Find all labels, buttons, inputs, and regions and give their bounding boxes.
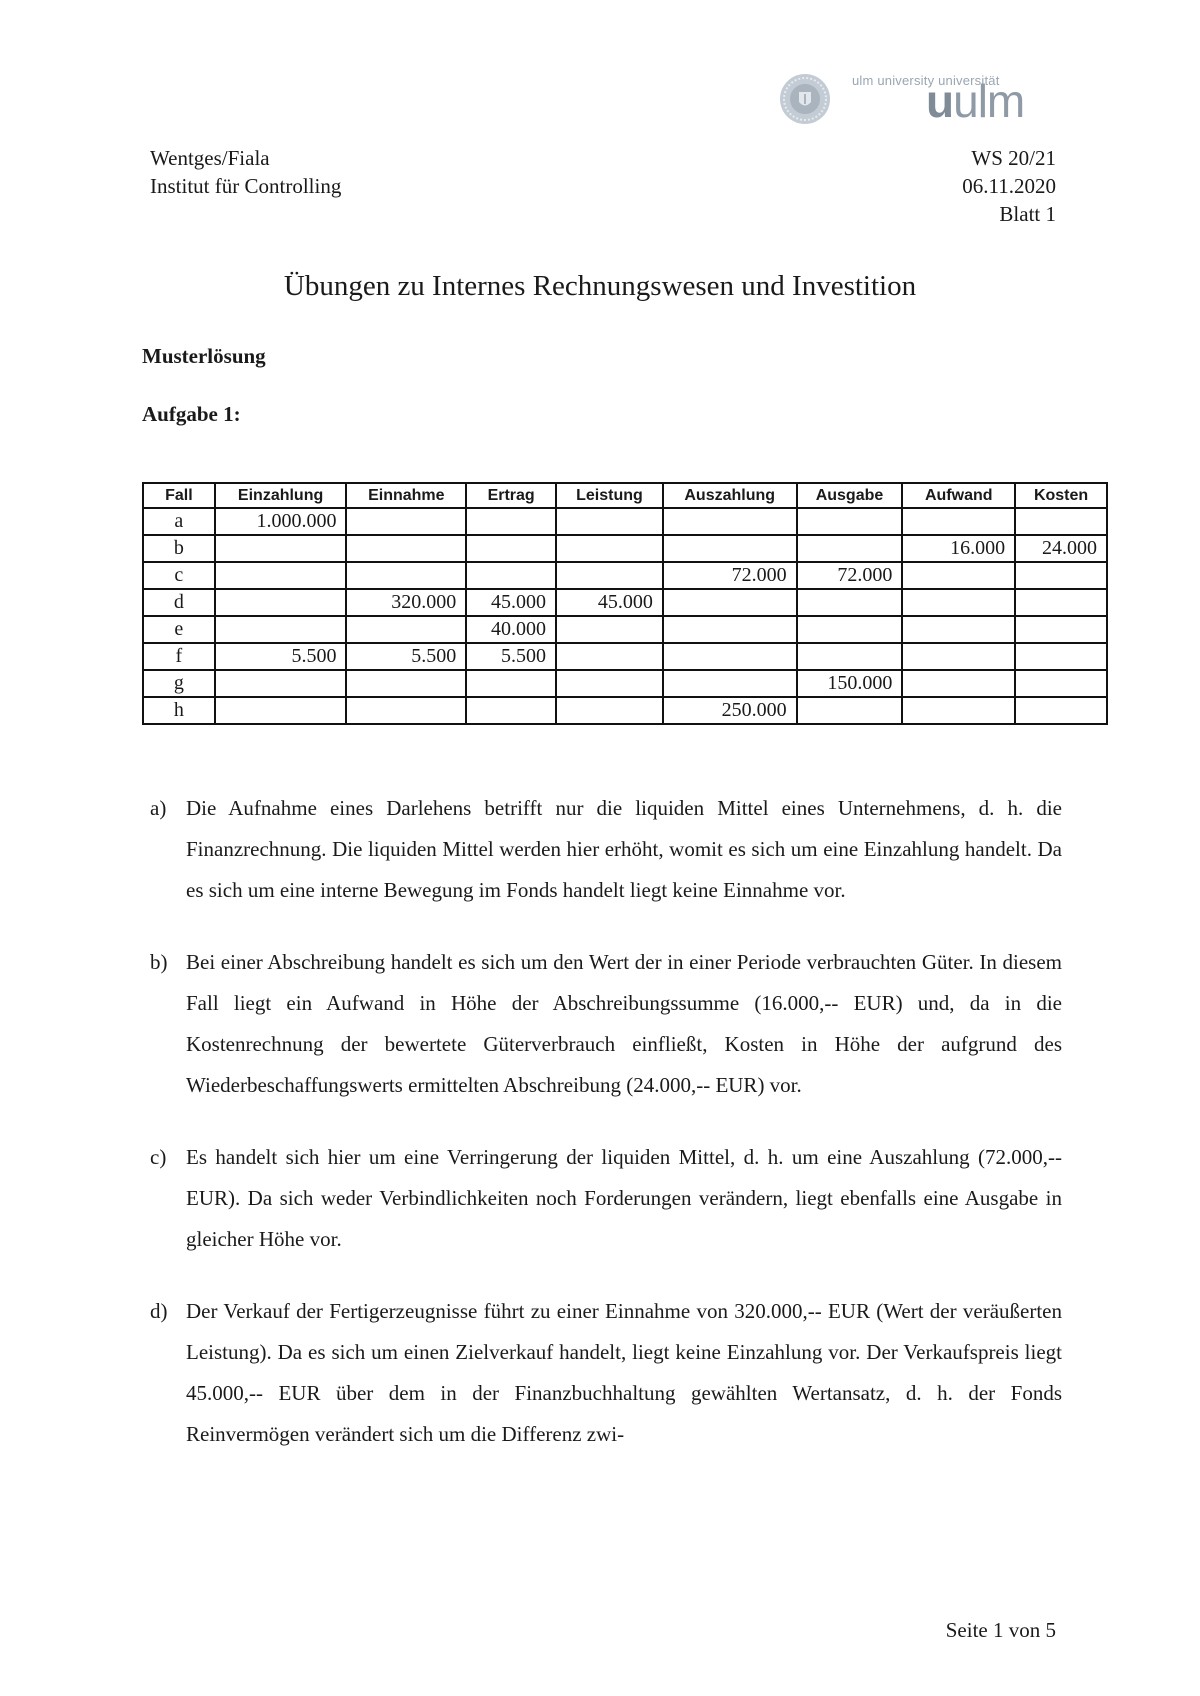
column-header: Ausgabe <box>797 483 903 508</box>
table-cell: g <box>143 670 215 697</box>
table-row <box>143 589 1107 616</box>
table-cell: 45.000 <box>556 589 663 616</box>
table-cell <box>215 670 347 697</box>
answer-item-d <box>142 1291 1062 1455</box>
answer-item-b <box>142 942 1062 1106</box>
table-cell: 150.000 <box>797 670 903 697</box>
table-cell <box>346 616 466 643</box>
table-cell <box>556 697 663 724</box>
university-logo <box>778 72 1058 126</box>
table-cell: 250.000 <box>663 697 797 724</box>
table-cell <box>1015 616 1107 643</box>
classification-table <box>142 482 1108 725</box>
table-cell <box>466 535 556 562</box>
table-row <box>143 535 1107 562</box>
table-cell <box>663 670 797 697</box>
table-cell: 5.500 <box>466 643 556 670</box>
table-cell <box>1015 697 1107 724</box>
sheet-number: Blatt 1 <box>999 202 1056 226</box>
table-row <box>143 697 1107 724</box>
section-musterloesung: Musterlösung <box>142 344 266 368</box>
date: 06.11.2020 <box>962 174 1056 198</box>
table-cell <box>556 562 663 589</box>
table-cell <box>346 508 466 535</box>
table-cell <box>556 643 663 670</box>
table-cell <box>797 508 903 535</box>
table-cell <box>797 697 903 724</box>
table-cell: d <box>143 589 215 616</box>
column-header: Aufwand <box>902 483 1015 508</box>
table-row <box>143 643 1107 670</box>
section-aufgabe: Aufgabe 1: <box>142 402 241 426</box>
table-row <box>143 670 1107 697</box>
answer-label: c) <box>150 1145 167 1169</box>
university-seal-icon <box>778 72 832 126</box>
table-row <box>143 616 1107 643</box>
table-cell <box>663 535 797 562</box>
answer-label: d) <box>150 1299 168 1323</box>
answer-item-a <box>142 788 1062 911</box>
table-cell <box>902 697 1015 724</box>
table-cell <box>902 616 1015 643</box>
column-header: Kosten <box>1015 483 1107 508</box>
answer-item-c <box>142 1137 1062 1260</box>
table-cell <box>1015 670 1107 697</box>
column-header: Auszahlung <box>663 483 797 508</box>
column-header: Ertrag <box>466 483 556 508</box>
table-cell <box>663 643 797 670</box>
answer-list <box>142 788 1062 1486</box>
table-cell <box>556 535 663 562</box>
table-cell: 5.500 <box>346 643 466 670</box>
table-cell <box>556 670 663 697</box>
semester: WS 20/21 <box>971 146 1056 170</box>
table-cell: 1.000.000 <box>215 508 347 535</box>
table-cell: a <box>143 508 215 535</box>
table-cell <box>1015 562 1107 589</box>
table-cell <box>346 670 466 697</box>
table-cell <box>902 643 1015 670</box>
answer-text: Es handelt sich hier um eine Verringerung der liquiden Mittel, d. h. um eine Auszahlung (72.000,-- EUR). Da sich weder Verbindlichkeiten noch Forderungen verändern, liegt ebenfalls eine Ausgabe in gleicher Höhe vor. <box>186 1145 1062 1251</box>
table-cell <box>902 508 1015 535</box>
header-left <box>150 144 341 200</box>
table-cell: 5.500 <box>215 643 347 670</box>
table-cell <box>797 589 903 616</box>
table-cell: 72.000 <box>663 562 797 589</box>
table-cell: 320.000 <box>346 589 466 616</box>
table-cell <box>346 697 466 724</box>
document-title: Übungen zu Internes Rechnungswesen und Investition <box>283 270 917 302</box>
table-cell: 72.000 <box>797 562 903 589</box>
table-cell <box>663 616 797 643</box>
answer-text: Bei einer Abschreibung handelt es sich um den Wert der in einer Periode verbrauchten Güter. In diesem Fall liegt ein Aufwand in Höhe der Abschreibungssumme (16.000,-- EUR) und, da in die Kostenrechnung der bewertete Güterverbrauch einfließt, Kosten in Höhe der aufgrund des Wiederbeschaffungswerts ermittelten Abschreibung (24.000,-- EUR) vor. <box>186 950 1062 1097</box>
answer-label: b) <box>150 950 168 974</box>
table-cell <box>466 508 556 535</box>
table-cell <box>215 616 347 643</box>
table-cell <box>663 589 797 616</box>
answer-label: a) <box>150 796 167 820</box>
column-header: Einnahme <box>346 483 466 508</box>
table-cell: b <box>143 535 215 562</box>
table-cell <box>902 562 1015 589</box>
table-cell <box>797 616 903 643</box>
table-cell: 16.000 <box>902 535 1015 562</box>
table-cell <box>346 535 466 562</box>
table-cell <box>215 562 347 589</box>
table-cell: 45.000 <box>466 589 556 616</box>
table-cell <box>466 697 556 724</box>
table-row <box>143 508 1107 535</box>
logo-wordmark-rest: ulm <box>953 75 1025 127</box>
table-cell <box>556 508 663 535</box>
table-cell <box>466 670 556 697</box>
table-row <box>143 562 1107 589</box>
answer-text: Der Verkauf der Fertigerzeugnisse führt zu einer Einnahme von 320.000,-- EUR (Wert der veräußerten Leistung). Da es sich um einen Zielverkauf handelt, liegt keine Einzahlung vor. Der Verkaufspreis liegt 45.000,-- EUR über dem in der Finanzbuchhaltung gewählten Wertansatz, d. h. der Fonds Reinvermögen verändert sich um die Differenz zwi- <box>186 1299 1062 1446</box>
table-cell <box>1015 508 1107 535</box>
table-header-row <box>143 483 1107 508</box>
table-cell <box>556 616 663 643</box>
logo-wordmark <box>926 74 1024 128</box>
table-cell: c <box>143 562 215 589</box>
page-number: Seite 1 von 5 <box>945 1618 1056 1642</box>
table-cell: 24.000 <box>1015 535 1107 562</box>
logo-wordmark-prefix: u <box>926 75 954 127</box>
header-right <box>962 144 1056 228</box>
table-cell <box>902 670 1015 697</box>
table-cell: f <box>143 643 215 670</box>
institute-name: Institut für Controlling <box>150 174 342 198</box>
table-cell: h <box>143 697 215 724</box>
table-cell <box>797 535 903 562</box>
table-cell <box>1015 643 1107 670</box>
table-cell <box>902 589 1015 616</box>
table-cell: e <box>143 616 215 643</box>
table-cell <box>663 508 797 535</box>
table-cell <box>466 562 556 589</box>
table-cell <box>1015 589 1107 616</box>
logo-small-text: ulm university universität <box>852 73 1000 88</box>
table-cell: 40.000 <box>466 616 556 643</box>
column-header: Einzahlung <box>215 483 347 508</box>
table-cell <box>215 589 347 616</box>
answer-text: Die Aufnahme eines Darlehens betrifft nur die liquiden Mittel eines Unternehmens, d. h. die Finanzrechnung. Die liquiden Mittel werden hier erhöht, womit es sich um eine Einzahlung handelt. Da es sich um eine interne Bewegung im Fonds handelt liegt keine Einnahme vor. <box>186 796 1062 902</box>
table-cell <box>215 535 347 562</box>
column-header: Leistung <box>556 483 663 508</box>
table-cell <box>346 562 466 589</box>
author-names: Wentges/Fiala <box>150 146 270 170</box>
table-cell <box>797 643 903 670</box>
column-header: Fall <box>143 483 215 508</box>
table-cell <box>215 697 347 724</box>
